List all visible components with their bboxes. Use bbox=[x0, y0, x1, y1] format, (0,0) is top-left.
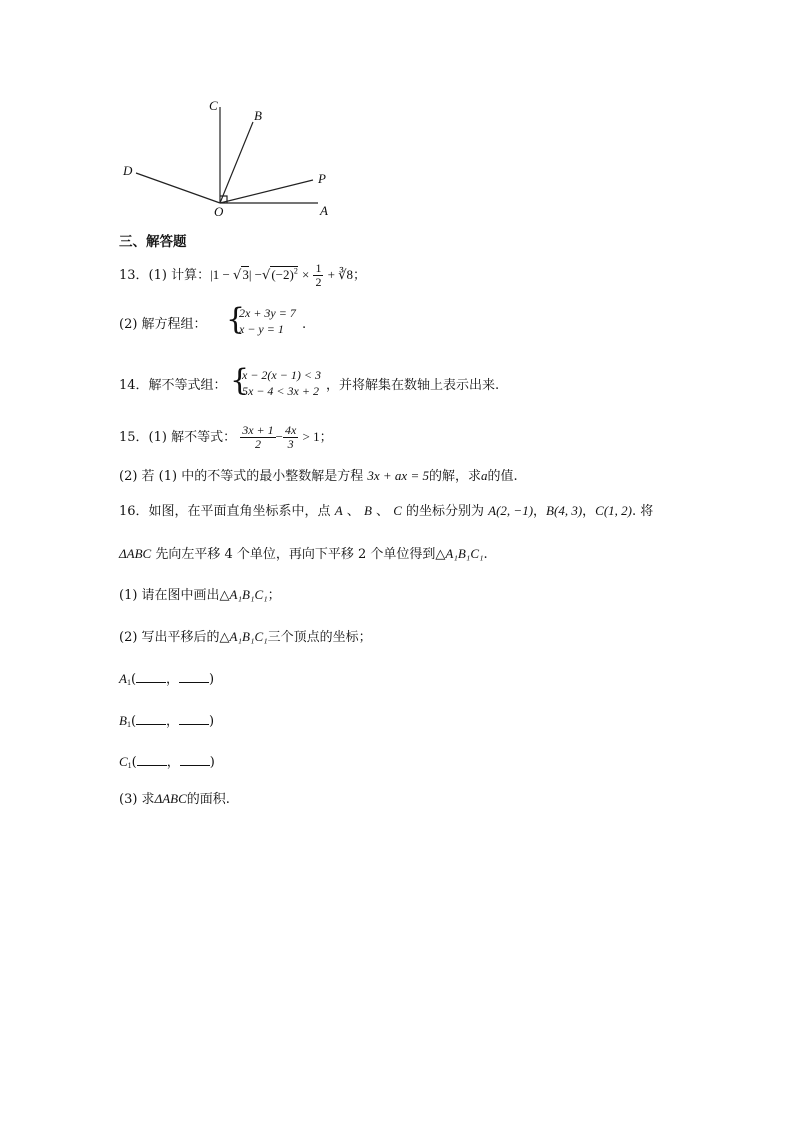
q15-frac1 bbox=[240, 424, 275, 451]
c1-label: C bbox=[119, 754, 128, 769]
q16-part3-b: 的面积. bbox=[186, 792, 230, 807]
c1-open: ( bbox=[131, 755, 137, 770]
label-p: P bbox=[318, 171, 326, 186]
q16-coord-c: C(1, 2) bbox=[595, 503, 633, 518]
q13-abs-open: |1 − bbox=[210, 267, 234, 282]
q13-part2-label: (2) 解方程组： bbox=[119, 317, 207, 332]
a1-open: ( bbox=[130, 672, 137, 687]
angle-figure bbox=[110, 95, 340, 220]
q16-part3-tri: ΔABC bbox=[154, 791, 187, 806]
q15-part1 bbox=[119, 424, 333, 451]
b1-label: B bbox=[119, 713, 127, 728]
q16-part2-end: 三个顶点的坐标； bbox=[267, 630, 372, 645]
q16-line2-c: . bbox=[483, 547, 488, 562]
q16-line1 bbox=[119, 502, 653, 521]
q15-prefix: 15．(1) 解不等式： bbox=[119, 430, 237, 445]
label-d: D bbox=[123, 163, 133, 178]
q16-coord-b: B(4, 3) bbox=[546, 503, 583, 518]
q15-part2-c: 的值. bbox=[487, 469, 518, 484]
ray-op bbox=[220, 180, 313, 203]
q13-cbrt: + ∛8 bbox=[327, 267, 353, 282]
q13-frac-num: 1 bbox=[315, 261, 322, 275]
q16-line1-b: 的坐标分别为 bbox=[406, 504, 485, 519]
q13-end: ； bbox=[352, 268, 366, 283]
b1-open: ( bbox=[130, 714, 137, 729]
answer-row-a1 bbox=[119, 670, 214, 692]
q16-part3 bbox=[119, 790, 230, 809]
q15-part2-b: 的解，求 bbox=[428, 469, 481, 484]
c1-comma: ， bbox=[166, 755, 180, 770]
ray-od bbox=[136, 173, 220, 203]
q15-part2 bbox=[119, 467, 518, 486]
q14-prefix: 14．解不等式组： bbox=[119, 378, 227, 393]
q16-line2-b: 先向左平移 4 个单位，再向下平移 2 个单位得到△ bbox=[155, 547, 446, 562]
q14-suffix: ，并将解集在数轴上表示出来. bbox=[326, 378, 500, 393]
q16-part1 bbox=[119, 586, 281, 605]
q16-comma1: ， bbox=[533, 504, 547, 519]
label-o: O bbox=[214, 204, 224, 219]
q16-part1-tri: A₁B₁C₁ bbox=[229, 587, 268, 602]
q13-prefix: 13．(1) 计算： bbox=[119, 268, 211, 283]
q16-sep1: 、 bbox=[346, 504, 360, 519]
q16-triangle-a1b1c1: A₁B₁C₁ bbox=[445, 546, 484, 561]
b1-close: ) bbox=[209, 714, 215, 729]
c1-sub: 1 bbox=[127, 761, 132, 770]
section-title: 三、解答题 bbox=[119, 234, 187, 250]
label-a: A bbox=[320, 203, 328, 218]
q13-eq1: 2x + 3y = 7 bbox=[239, 306, 296, 320]
q15-frac2-den: 3 bbox=[287, 437, 294, 451]
q16-part3-a: (3) 求 bbox=[119, 792, 155, 807]
a1-sub: 1 bbox=[126, 678, 131, 687]
q13-exp: 2 bbox=[293, 266, 298, 276]
q16-point-b: B bbox=[363, 503, 372, 518]
b1-comma: ， bbox=[166, 714, 180, 729]
q16-triangle-abc: ΔABC bbox=[119, 546, 152, 561]
q15-frac2 bbox=[283, 424, 298, 451]
q13-abs-close: | − bbox=[248, 267, 263, 282]
q14-ineq2: 5x − 4 < 3x + 2 bbox=[242, 384, 319, 398]
q15-frac2-num: 4x bbox=[285, 423, 297, 437]
q16-part2 bbox=[119, 628, 372, 647]
q16-line2 bbox=[119, 545, 488, 564]
q16-part1-end: ； bbox=[267, 588, 281, 603]
q15-part2-eq: 3x + ax = 5 bbox=[367, 468, 429, 483]
q14-system bbox=[242, 367, 321, 399]
ray-ob bbox=[220, 122, 253, 203]
q16-point-c: C bbox=[393, 503, 402, 518]
q15-frac1-den: 2 bbox=[254, 437, 261, 451]
q13-system-brace: { bbox=[226, 302, 246, 337]
q16-part1-label: (1) 请在图中画出△ bbox=[119, 588, 230, 603]
a1-label: A bbox=[119, 671, 127, 686]
answer-row-b1 bbox=[119, 712, 214, 734]
q13-system bbox=[239, 305, 296, 337]
b1-y-blank[interactable] bbox=[179, 712, 209, 725]
q16-coord-a: A(2, −1) bbox=[488, 503, 534, 518]
q16-comma2: ， bbox=[582, 504, 596, 519]
q13-end2: . bbox=[302, 317, 307, 332]
q15-frac1-num: 3x + 1 bbox=[242, 423, 274, 437]
a1-y-blank[interactable] bbox=[179, 670, 209, 683]
q15-part2-var: a bbox=[480, 468, 488, 483]
q13-fraction bbox=[313, 262, 323, 289]
label-c: C bbox=[209, 98, 218, 113]
a1-close: ) bbox=[209, 672, 215, 687]
a1-comma: ， bbox=[166, 672, 180, 687]
q13-sqrt-inner: (−2) bbox=[271, 267, 294, 282]
q16-part2-tri: A₁B₁C₁ bbox=[229, 629, 268, 644]
c1-x-blank[interactable] bbox=[137, 753, 167, 766]
c1-close: ) bbox=[209, 755, 215, 770]
q14-ineq1: x − 2(x − 1) < 3 bbox=[242, 368, 321, 382]
q13-eq2: x − y = 1 bbox=[239, 322, 284, 336]
q15-tail: > 1； bbox=[302, 429, 333, 444]
q15-minus: − bbox=[275, 429, 284, 444]
q14-system-brace: { bbox=[230, 363, 250, 398]
label-b: B bbox=[254, 108, 262, 123]
q13-sqrt3: 3 bbox=[242, 267, 249, 282]
c1-y-blank[interactable] bbox=[180, 753, 210, 766]
q13-part1: 13．(1) 计算：$|1 - √3| -√(-2)^2$ × $\frac{1}{2}$ + ∛8； bbox=[119, 261, 366, 289]
b1-x-blank[interactable] bbox=[136, 712, 166, 725]
q16-sep2: 、 bbox=[376, 504, 390, 519]
answer-row-c1 bbox=[119, 753, 215, 775]
q16-point-a: A bbox=[334, 503, 343, 518]
q15-part2-a: (2) 若 (1) 中的不等式的最小整数解是方程 bbox=[119, 469, 364, 484]
q16-part2-label: (2) 写出平移后的△ bbox=[119, 630, 230, 645]
q13-times: × bbox=[301, 267, 310, 282]
q16-line1-c: . 将 bbox=[632, 504, 654, 519]
a1-x-blank[interactable] bbox=[136, 670, 166, 683]
q13-frac-den: 2 bbox=[315, 275, 322, 289]
q16-line1-a: 16．如图，在平面直角坐标系中，点 bbox=[119, 504, 331, 519]
b1-sub: 1 bbox=[126, 720, 131, 729]
